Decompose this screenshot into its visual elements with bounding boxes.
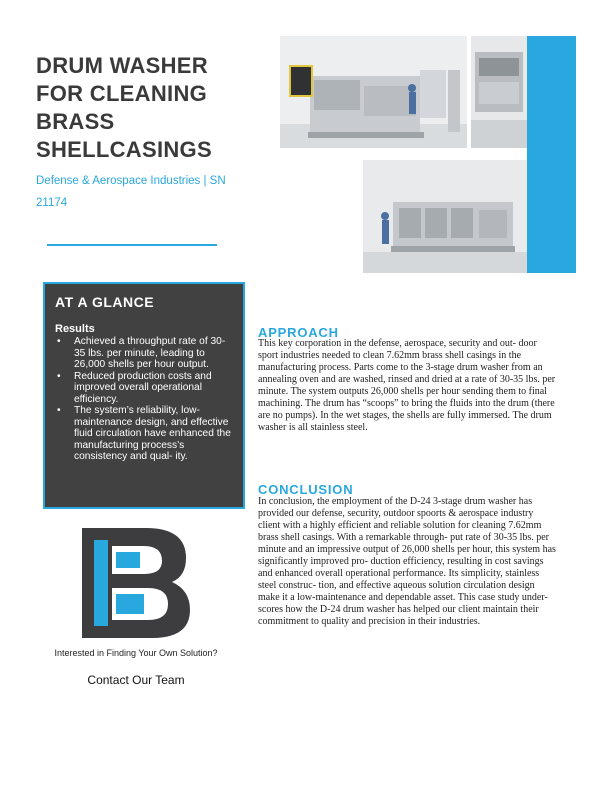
cta-text: Interested in Finding Your Own Solution? xyxy=(54,648,218,658)
results-list xyxy=(55,336,233,463)
conclusion-heading: CONCLUSION xyxy=(258,482,354,497)
drum-washer-photo-detail xyxy=(471,36,527,148)
accent-bar xyxy=(527,36,576,273)
approach-heading: APPROACH xyxy=(258,325,339,340)
company-logo xyxy=(82,528,190,638)
at-a-glance-box xyxy=(43,282,245,509)
results-list-item: • The system’s reliability, low-maintenance design, and effective fluid circulation have enhanced the manufacturing process’s consistency and qual- ity. xyxy=(55,405,233,463)
drum-washer-photo-operator xyxy=(363,160,527,273)
drum-washer-photo-wide xyxy=(280,36,467,148)
title-divider xyxy=(47,244,217,246)
contact-team-link[interactable]: Contact Our Team xyxy=(87,673,185,687)
results-list-item: • Achieved a throughput rate of 30-35 lbs. per minute, leading to 26,000 shells per hour output. xyxy=(55,336,233,371)
page-subtitle: Defense & Aerospace Industries | SN 21174 xyxy=(36,175,226,209)
results-list-item: • Reduced production costs and improved overall operational efficiency. xyxy=(55,371,233,406)
page-title: DRUM WASHER FOR CLEANING BRASS SHELLCASINGS xyxy=(36,53,212,162)
conclusion-body: In conclusion, the employment of the D-24 3-stage drum washer has provided our defense, security, outdoor spoorts & aerospace industry client with a highly efficient and reliable solution for cleaning 7.62mm brass shell casings. With a remarkable through- put rate of 30-35 lbs. per minute and an impressive output of 26,000 shells per hour, this system has significantly improved pro- duction efficiency, resulting in cost savings and enhanced overall operational performance. Its simplicity, stainless steel construc- tion, and effective aqueous solution circulation design make it a low-maintenance and dependable asset. This case study under- scores how the D-24 drum washer has helped our client maintain their commitment to quality and precision in their industries. xyxy=(258,496,556,628)
results-subheading: Results xyxy=(55,323,95,335)
at-a-glance-heading: AT A GLANCE xyxy=(55,294,155,310)
approach-body: This key corporation in the defense, aerospace, security and out- door sport industries needed to clean 7.62mm brass shell casings in the manufacturing process. Parts come to the 3-stage drum washer from an annealing oven and are washed, rinsed and dried at a rate of 30-35 lbs. per minute. The system outputs 26,000 shells per hour sending them to final machining. The drum has “scoops” to bring the fluids into the drum (there are no pumps). In the wet stages, the shells are fully immersed. The drum washer is all stainless steel. xyxy=(258,338,556,434)
